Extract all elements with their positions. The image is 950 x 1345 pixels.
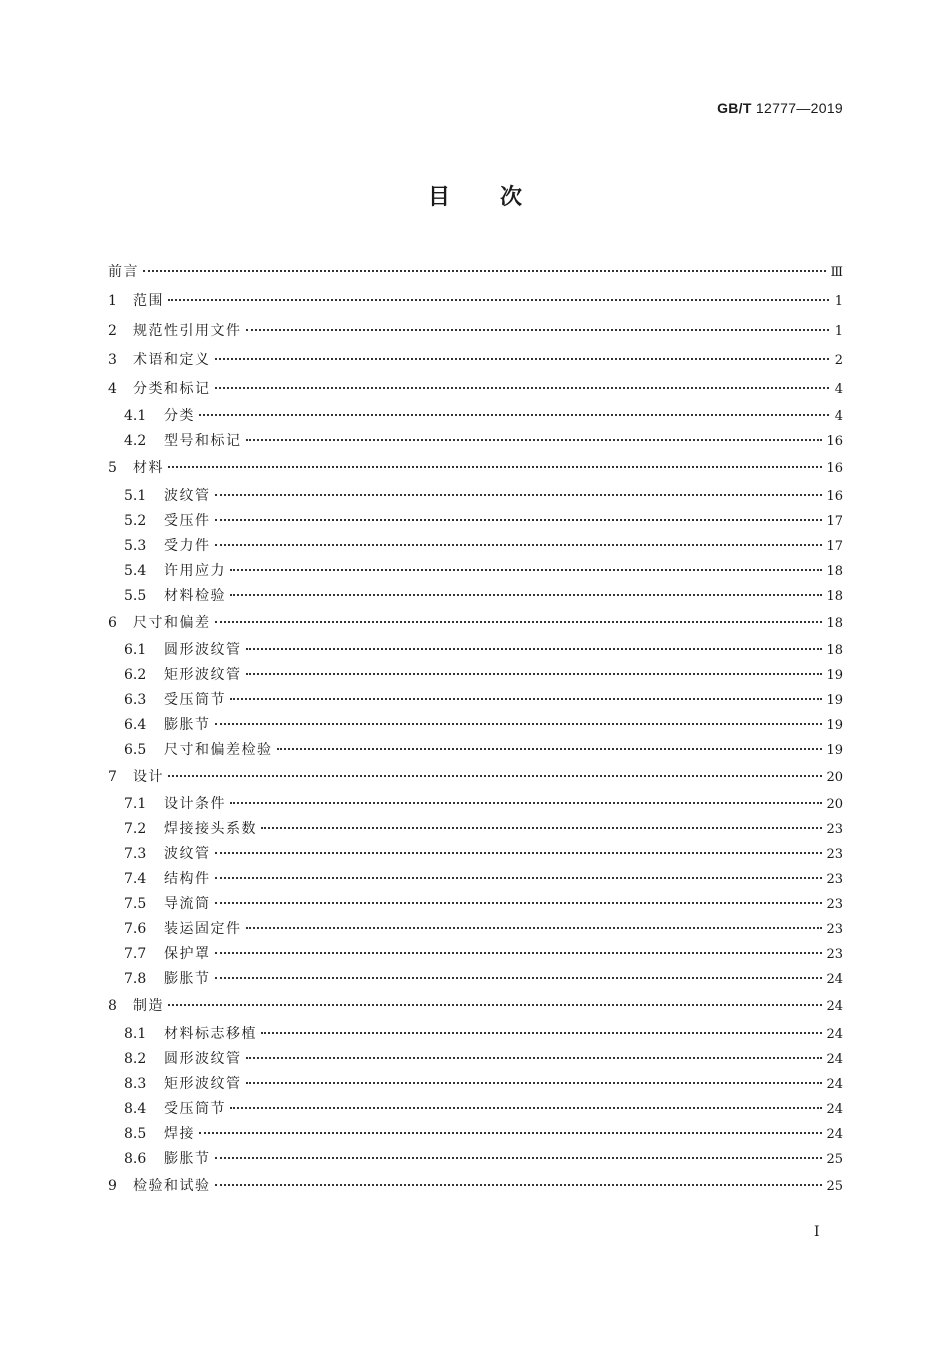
- toc-entry-label: 检验和试验: [133, 1177, 211, 1194]
- dot-leader: [230, 568, 822, 571]
- toc-entry-label: 材料: [133, 460, 164, 477]
- dot-leader: [215, 543, 823, 546]
- toc-entry-page: 1: [834, 323, 843, 339]
- toc-entry[interactable]: [108, 792, 843, 817]
- toc-entry[interactable]: [108, 1072, 843, 1097]
- dot-leader: [215, 518, 823, 521]
- dot-leader: [215, 1183, 823, 1186]
- toc-entry-page: 23: [826, 922, 843, 938]
- toc-entry-number: 6.1: [124, 642, 147, 659]
- toc-entry[interactable]: [108, 763, 843, 792]
- page-number: I: [814, 1224, 820, 1240]
- toc-entry-number: 9: [108, 1177, 117, 1194]
- toc-entry-page: Ⅲ: [830, 265, 843, 280]
- toc-entry-page: 25: [826, 1178, 843, 1194]
- toc-entry-number: 5.4: [124, 562, 147, 579]
- toc-entry-label: 尺寸和偏差检验: [164, 742, 273, 759]
- toc-entry-label: 焊接接头系数: [164, 821, 257, 838]
- toc-entry-label: 前言: [108, 264, 139, 280]
- toc-entry-page: 19: [826, 718, 843, 734]
- toc-entry[interactable]: [108, 404, 843, 429]
- toc-entry[interactable]: [108, 559, 843, 584]
- toc-entry-label: 术语和定义: [133, 351, 211, 368]
- toc-entry-number: 6: [108, 614, 117, 631]
- toc-entry-label: 导流筒: [164, 896, 211, 913]
- toc-entry-number: 5: [108, 460, 117, 477]
- toc-entry[interactable]: [108, 258, 843, 287]
- toc-entry[interactable]: [108, 992, 843, 1021]
- toc-entry-number: 6.2: [124, 667, 147, 684]
- toc-entry-number: 7.2: [124, 821, 147, 838]
- title-char: 目: [427, 185, 450, 210]
- toc-entry-label: 矩形波纹管: [164, 667, 242, 684]
- toc-entry-label: 膨胀节: [164, 1150, 211, 1167]
- dot-leader: [215, 951, 823, 954]
- toc-entry-number: 5.5: [124, 587, 147, 604]
- dot-leader: [261, 1031, 822, 1034]
- toc-entry-number: 6.4: [124, 717, 147, 734]
- toc-entry-number: 7.7: [124, 946, 147, 963]
- toc-entry[interactable]: [108, 609, 843, 638]
- toc-entry-number: 5.3: [124, 537, 147, 554]
- toc-entry-label: 设计: [133, 769, 164, 786]
- toc-entry-page: 20: [826, 797, 843, 813]
- toc-entry-number: 8: [108, 998, 117, 1015]
- toc-entry-number: 4.1: [124, 408, 147, 425]
- toc-entry-label: 圆形波纹管: [164, 1050, 242, 1067]
- toc-entry-label: 设计条件: [164, 796, 226, 813]
- toc-entry-page: 16: [826, 434, 843, 450]
- standard-number: 12777—2019: [755, 100, 843, 116]
- toc-entry[interactable]: [108, 429, 843, 454]
- dot-leader: [143, 269, 826, 272]
- toc-entry[interactable]: [108, 1097, 843, 1122]
- toc-entry-label: 受压件: [164, 512, 211, 529]
- toc-entry-label: 材料标志移植: [164, 1025, 257, 1042]
- dot-leader: [168, 465, 822, 468]
- dot-leader: [230, 593, 822, 596]
- dot-leader: [230, 1106, 822, 1109]
- toc-entry[interactable]: [108, 375, 843, 404]
- toc-entry-page: 24: [826, 1026, 843, 1042]
- toc-entry-number: 4: [108, 381, 117, 398]
- dot-leader: [199, 1131, 822, 1134]
- toc-entry-number: 6.5: [124, 742, 147, 759]
- dot-leader: [246, 438, 823, 441]
- toc-entry-label: 膨胀节: [164, 717, 211, 734]
- toc-entry-page: 23: [826, 872, 843, 888]
- toc-entry-number: 4.2: [124, 433, 147, 450]
- dot-leader: [168, 298, 829, 301]
- toc-entry-page: 25: [826, 1151, 843, 1167]
- toc-entry[interactable]: [108, 663, 843, 688]
- toc-entry-label: 焊接: [164, 1125, 195, 1142]
- toc-entry[interactable]: [108, 942, 843, 967]
- toc-entry[interactable]: [108, 1147, 843, 1172]
- toc-entry-page: 18: [826, 615, 843, 631]
- toc-entry[interactable]: [108, 738, 843, 763]
- toc-entry[interactable]: [108, 688, 843, 713]
- toc-entry-number: 7.3: [124, 846, 147, 863]
- dot-leader: [261, 826, 822, 829]
- toc-entry[interactable]: [108, 1122, 843, 1147]
- toc-entry-page: 19: [826, 693, 843, 709]
- toc-entry-number: 7.8: [124, 971, 147, 988]
- toc-entry-label: 制造: [133, 998, 164, 1015]
- dot-leader: [246, 1081, 823, 1084]
- toc-entry-number: 5.2: [124, 512, 147, 529]
- dot-leader: [168, 774, 822, 777]
- toc-entry-label: 装运固定件: [164, 921, 242, 938]
- toc-entry-label: 受压筒节: [164, 1100, 226, 1117]
- toc-entry-label: 波纹管: [164, 487, 211, 504]
- toc-entry[interactable]: [108, 967, 843, 992]
- title-char: 次: [500, 185, 523, 210]
- dot-leader: [246, 647, 823, 650]
- toc-entry-number: 7.4: [124, 871, 147, 888]
- toc-entry-label: 规范性引用文件: [133, 322, 242, 339]
- toc-entry-label: 圆形波纹管: [164, 642, 242, 659]
- standard-prefix: GB/T: [717, 100, 752, 116]
- toc-entry-page: 18: [826, 588, 843, 604]
- table-of-contents: [108, 258, 843, 1201]
- toc-entry[interactable]: [108, 1047, 843, 1072]
- toc-entry-number: 7.5: [124, 896, 147, 913]
- toc-entry-number: 8.4: [124, 1100, 147, 1117]
- toc-entry-number: 7: [108, 769, 117, 786]
- toc-entry-number: 7.6: [124, 921, 147, 938]
- toc-entry-page: 24: [826, 999, 843, 1015]
- toc-entry-label: 结构件: [164, 871, 211, 888]
- dot-leader: [168, 1003, 822, 1006]
- toc-entry-page: 2: [834, 352, 843, 368]
- toc-entry-label: 受力件: [164, 537, 211, 554]
- toc-entry-page: 4: [834, 409, 843, 425]
- toc-entry-label: 尺寸和偏差: [133, 614, 211, 631]
- dot-leader: [230, 697, 822, 700]
- toc-entry-page: 24: [826, 1126, 843, 1142]
- toc-entry-page: 1: [834, 294, 843, 310]
- toc-entry-page: 23: [826, 822, 843, 838]
- dot-leader: [215, 722, 823, 725]
- dot-leader: [215, 493, 823, 496]
- toc-entry-number: 3: [108, 351, 117, 368]
- toc-entry-number: 6.3: [124, 692, 147, 709]
- toc-entry-label: 保护罩: [164, 946, 211, 963]
- toc-entry-page: 24: [826, 1051, 843, 1067]
- dot-leader: [246, 1056, 823, 1059]
- toc-entry-number: 8.1: [124, 1025, 147, 1042]
- toc-entry-page: 23: [826, 847, 843, 863]
- dot-leader: [215, 1156, 823, 1159]
- toc-entry-page: 17: [826, 538, 843, 554]
- dot-leader: [246, 328, 830, 331]
- toc-entry[interactable]: [108, 867, 843, 892]
- dot-leader: [215, 357, 830, 360]
- toc-entry[interactable]: [108, 584, 843, 609]
- toc-entry[interactable]: [108, 1172, 843, 1201]
- toc-entry-number: 8.2: [124, 1050, 147, 1067]
- dot-leader: [215, 620, 823, 623]
- toc-entry-label: 波纹管: [164, 846, 211, 863]
- toc-entry[interactable]: [108, 317, 843, 346]
- toc-entry[interactable]: [108, 638, 843, 663]
- toc-entry-number: 8.5: [124, 1125, 147, 1142]
- toc-entry-label: 分类: [164, 408, 195, 425]
- toc-entry-label: 型号和标记: [164, 433, 242, 450]
- toc-entry[interactable]: [108, 842, 843, 867]
- dot-leader: [215, 876, 823, 879]
- toc-entry-number: 5.1: [124, 487, 147, 504]
- toc-entry-number: 8.3: [124, 1075, 147, 1092]
- toc-entry-page: 17: [826, 513, 843, 529]
- toc-entry-page: 18: [826, 563, 843, 579]
- toc-entry[interactable]: [108, 1022, 843, 1047]
- toc-entry-number: 7.1: [124, 796, 147, 813]
- toc-entry[interactable]: [108, 287, 843, 316]
- toc-entry-page: 16: [826, 488, 843, 504]
- dot-leader: [230, 801, 822, 804]
- toc-entry[interactable]: [108, 917, 843, 942]
- dot-leader: [215, 976, 823, 979]
- toc-entry-label: 受压筒节: [164, 692, 226, 709]
- toc-entry[interactable]: [108, 484, 843, 509]
- toc-entry-page: 4: [834, 382, 843, 398]
- toc-entry-page: 24: [826, 1076, 843, 1092]
- toc-entry[interactable]: [108, 817, 843, 842]
- dot-leader: [215, 851, 823, 854]
- standard-code: [717, 100, 843, 116]
- toc-entry[interactable]: [108, 534, 843, 559]
- toc-entry-page: 18: [826, 643, 843, 659]
- toc-entry[interactable]: [108, 713, 843, 738]
- toc-entry-number: 1: [108, 293, 117, 310]
- dot-leader: [246, 672, 823, 675]
- toc-entry-number: 8.6: [124, 1150, 147, 1167]
- toc-entry-page: 19: [826, 668, 843, 684]
- dot-leader: [199, 413, 829, 416]
- toc-entry-page: 24: [826, 972, 843, 988]
- toc-entry[interactable]: [108, 346, 843, 375]
- toc-entry-label: 膨胀节: [164, 971, 211, 988]
- dot-leader: [277, 747, 823, 750]
- toc-entry-label: 材料检验: [164, 587, 226, 604]
- toc-entry-page: 23: [826, 947, 843, 963]
- toc-entry-page: 20: [826, 770, 843, 786]
- toc-entry[interactable]: [108, 454, 843, 483]
- toc-entry-number: 2: [108, 322, 117, 339]
- toc-entry-label: 许用应力: [164, 562, 226, 579]
- page-title: [0, 180, 950, 211]
- toc-entry-label: 范围: [133, 293, 164, 310]
- dot-leader: [215, 386, 830, 389]
- toc-entry-label: 分类和标记: [133, 381, 211, 398]
- toc-entry-page: 19: [826, 743, 843, 759]
- toc-entry-page: 24: [826, 1101, 843, 1117]
- dot-leader: [246, 926, 823, 929]
- toc-entry-label: 矩形波纹管: [164, 1075, 242, 1092]
- toc-entry[interactable]: [108, 509, 843, 534]
- toc-entry[interactable]: [108, 892, 843, 917]
- dot-leader: [215, 901, 823, 904]
- toc-entry-page: 23: [826, 897, 843, 913]
- toc-entry-page: 16: [826, 461, 843, 477]
